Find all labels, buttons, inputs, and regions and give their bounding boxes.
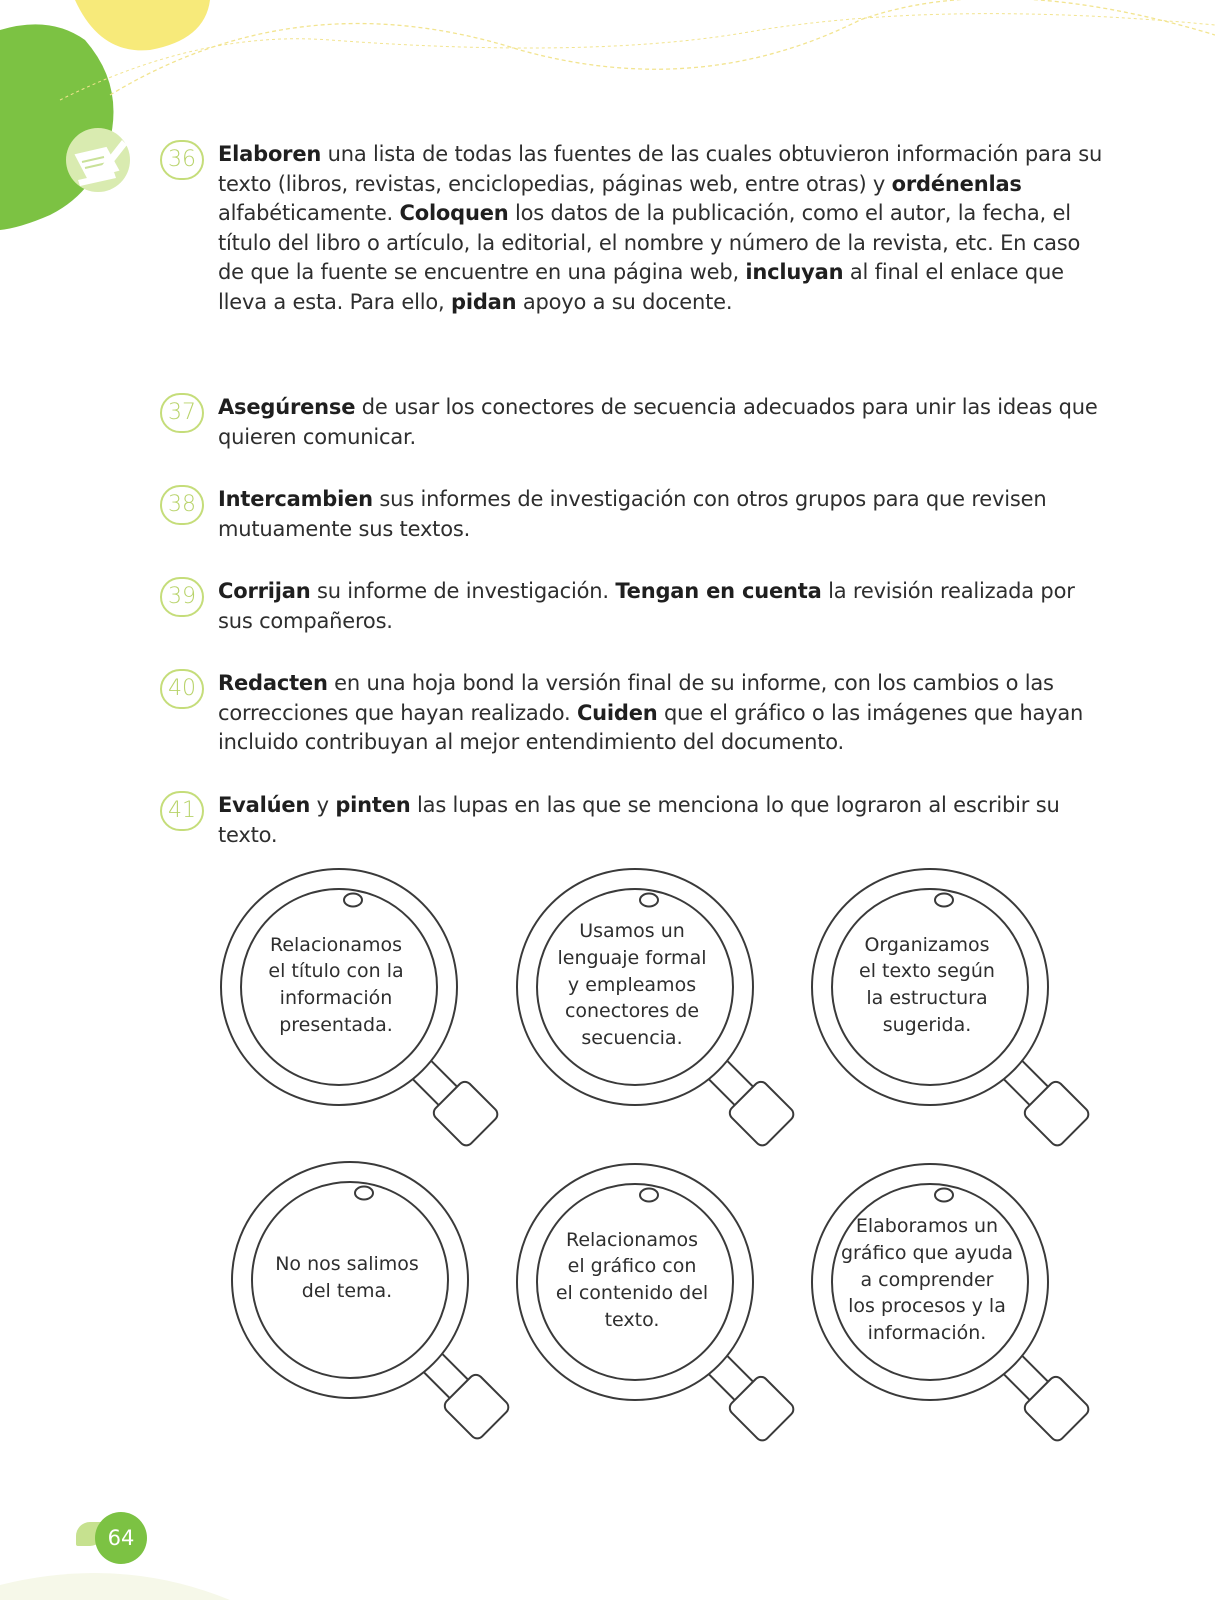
magnifier-label-line: información. — [867, 1322, 987, 1345]
magnifier-label-line: No nos salimos — [275, 1253, 419, 1276]
magnifier-label-line: Relacionamos — [565, 1228, 699, 1251]
activity-number: 39 — [160, 577, 204, 617]
activity-text-run: los datos de la publicación, como el autor, la fecha, el título del libro o artículo, la editorial, el nombre y número de la revista, etc. En caso de que la fuente se encuentre en una página web, — [218, 201, 1081, 284]
magnifier-label — [247, 1251, 447, 1304]
activity-verb: incluyan — [745, 260, 844, 284]
magnifier-label-line: el título con la — [268, 960, 404, 983]
activity-verb: pidan — [450, 289, 517, 314]
activity-number: 37 — [160, 393, 204, 433]
activity-text-run: la revisión realizada por sus compañeros. — [218, 579, 1075, 633]
magnifier-label-line: gráfico que ayuda — [840, 1241, 1014, 1264]
magnifier-label-line: los procesos y la — [848, 1295, 1006, 1318]
magnifier-label-line: el gráfico con — [567, 1255, 697, 1278]
activity-verb: Intercambien — [218, 487, 373, 511]
activity-text-run: en una hoja bond la versión final de su informe, con los cambios o las correcciones que hayan realizado. — [218, 671, 1054, 725]
magnifier-label — [827, 932, 1027, 1039]
activity-verb: Cuiden — [576, 700, 658, 725]
activity-verb: Elaboren — [218, 142, 322, 166]
activity-verb: Redacten — [218, 671, 328, 695]
page-number: 64 — [95, 1512, 147, 1564]
activity-text-run: alfabéticamente. — [218, 201, 400, 225]
activity-text-run: las lupas en las que se menciona lo que lograron al escribir su texto. — [218, 793, 1060, 847]
magnifier-label — [236, 932, 436, 1039]
activity-text-run: que el gráfico o las imágenes que hayan incluido contribuyan al mejor entendimiento del documento. — [218, 700, 1084, 754]
activity-text-run: al final el enlace que lleva a esta. Para ello, — [218, 260, 1064, 314]
activity-number: 36 — [160, 140, 204, 180]
activity-number: 40 — [160, 669, 204, 709]
activity-text-run: y — [310, 793, 336, 817]
magnifier-label-line: el contenido del — [555, 1282, 709, 1304]
activity-number: 38 — [160, 485, 204, 525]
activity-text-run: su informe de investigación. — [310, 579, 616, 603]
activity-text-run: sus informes de investigación con otros grupos para que revisen mutuamente sus textos. — [218, 487, 1047, 541]
magnifier-label-line: secuencia. — [581, 1027, 683, 1050]
magnifier-label-line: Usamos un — [579, 920, 685, 943]
magnifier-label-line: del tema. — [301, 1280, 393, 1302]
magnifier-label-line: conectores de — [564, 1000, 700, 1023]
activity-verb: Asegúrense — [218, 395, 356, 419]
magnifier-label-line: el texto según — [859, 960, 995, 983]
magnifier-label-line: y empleamos — [567, 973, 697, 996]
magnifier-label-line: a comprender — [860, 1268, 994, 1291]
magnifier-label-line: la estructura — [866, 987, 988, 1009]
magnifier-label-line: sugerida. — [882, 1013, 972, 1036]
activity-verb: Corrijan — [218, 579, 311, 603]
activity-number: 41 — [160, 791, 204, 831]
magnifier-label — [532, 918, 732, 1052]
magnifier-label — [827, 1213, 1027, 1347]
magnifier-label-line: Elaboramos un — [855, 1215, 999, 1238]
magnifier-label — [532, 1227, 732, 1334]
activity-verb: ordénenlas — [891, 171, 1022, 196]
activity-verb: Tengan en cuenta — [615, 579, 822, 603]
magnifier-label-line: información — [279, 987, 393, 1009]
activity-text-run: apoyo a su docente. — [516, 289, 733, 314]
activity-verb: Coloquen — [399, 201, 509, 225]
activity-text-run: de usar los conectores de secuencia adecuados para unir las ideas que quieren comunicar. — [218, 395, 1098, 449]
activity-verb: pinten — [335, 793, 411, 817]
magnifier-label-line: Organizamos — [864, 933, 990, 956]
activity-text-run: una lista de todas las fuentes de las cuales obtuvieron información para su texto (libros, revistas, enciclopedias, páginas web, entre otras) y — [218, 142, 1103, 196]
magnifier-label-line: presentada. — [279, 1013, 393, 1036]
magnifier-label-line: Relacionamos — [269, 933, 403, 956]
magnifier-label-line: texto. — [604, 1308, 660, 1331]
magnifier-label-line: lenguaje formal — [557, 946, 707, 969]
activity-verb: Evalúen — [218, 793, 311, 817]
